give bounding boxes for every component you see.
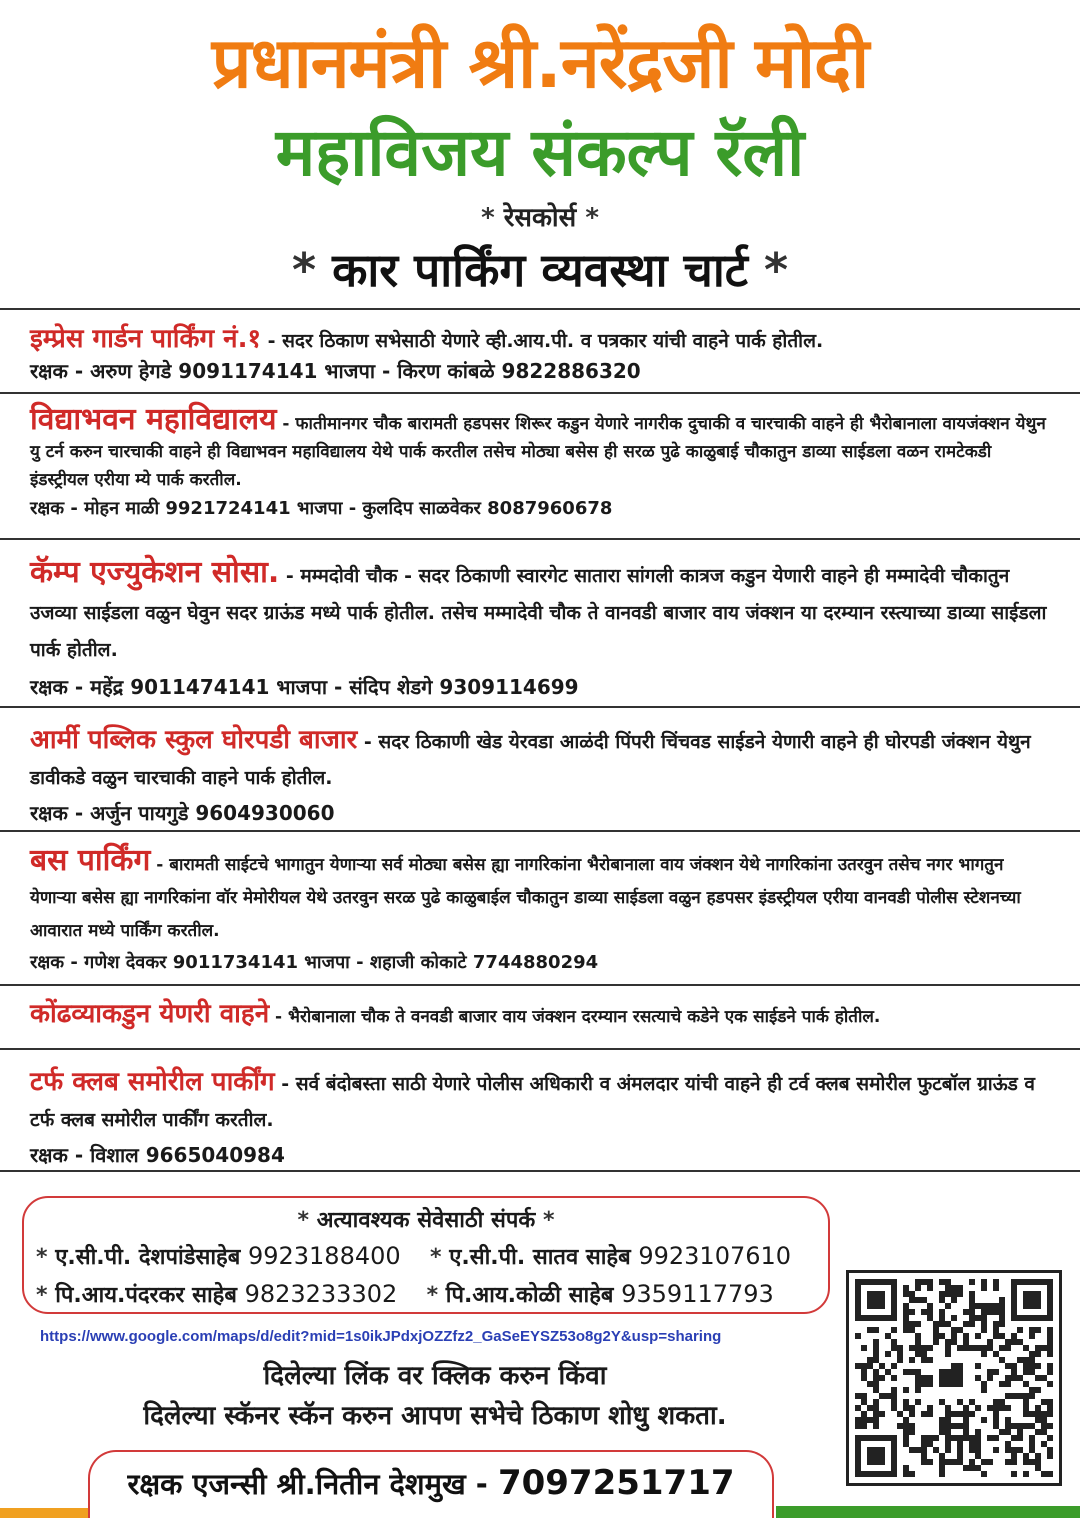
guard-line: रक्षक - अरुण हेगडे 9091174141 भाजपा - किरण कांबळे 9822886320 — [30, 359, 641, 383]
chart-title — [0, 238, 1080, 302]
emergency-contacts — [22, 1196, 830, 1314]
contact-phone[interactable]: 9823233302 — [244, 1280, 398, 1308]
parking-section-3 — [0, 538, 1080, 704]
section-text: - फातीमानगर चौक बारामती हडपसर शिरूर कडुन येणारे नागरीक दुचाकी व चारचाकी वाहने ही भैरोबानाला वायजंक्शन येथुन यु टर्न करुन चारचाकी वाहने ही विद्याभवन महाविद्यालय येथे पार्क करतील तसेच मोठ्या बसेस ही सरळ पुढे काळुबाई चौकातुन डाव्या साईडला वळन रामटेकडी इंडस्ट्रीयल एरीया म्ये पार्क करतील. — [30, 414, 1046, 490]
star-icon: * — [36, 1283, 48, 1308]
agency-label: रक्षक एजन्सी श्री.नितीन देशमुख - — [127, 1467, 488, 1501]
decorative-bar — [0, 1508, 88, 1518]
contact-name: ए.सी.पी. सातव साहेब — [449, 1245, 631, 1270]
parking-section-4 — [0, 706, 1080, 828]
rally-title: महाविजय संकल्प रॅली — [275, 114, 805, 191]
section-text: - सदर ठिकाण सभेसाठी येणारे व्ही.आय.पी. व पत्रकार यांची वाहने पार्क होतील. — [260, 330, 824, 352]
instructions — [40, 1356, 830, 1436]
decorative-bar — [776, 1506, 1080, 1518]
section-title: बस पार्किंग — [30, 843, 151, 878]
star-icon: * — [481, 203, 495, 233]
section-title: विद्याभवन महाविद्यालय — [30, 402, 277, 437]
map-link[interactable]: https://www.google.com/maps/d/edit?mid=1s0ikJPdxjOZZfz2_GaSeEYSZ53o8g2Y&usp=sharing — [40, 1328, 722, 1345]
parking-section-5 — [0, 830, 1080, 982]
parking-section-2 — [0, 392, 1080, 538]
chart-title-text: कार पार्किंग व्यवस्था चार्ट — [332, 243, 748, 297]
venue-line — [0, 200, 1080, 236]
section-title: कॅम्प एज्युकेशन सोसा. — [30, 555, 280, 590]
star-icon: * — [426, 1283, 439, 1308]
section-text: - मम्मदोवी चौक - सदर ठिकाणी स्वारगेट सातारा सांगली कात्रज कडुन येणारी वाहने ही मम्मादेवी चौकातुन उजव्या साईडला वळुन घेवुन सदर ग्राऊंड मध्ये पार्क होतील. तसेच मम्मादेवी चौक ते वानवडी बाजार वाय जंक्शन या दरम्यान रस्त्याच्या डाव्या साईडला पार्क होतील. — [30, 565, 1047, 661]
contact-name: पि.आय.कोळी साहेब — [445, 1283, 614, 1308]
section-title: इम्प्रेस गार्डन पार्किंग नं.१ — [30, 324, 261, 354]
star-icon: * — [36, 1245, 48, 1270]
star-icon: * — [763, 243, 789, 297]
contact-name: पि.आय.पंदरकर साहेब — [55, 1283, 237, 1308]
section-title: आर्मी पब्लिक स्कुल घोरपडी बाजार — [30, 725, 358, 755]
star-icon: * — [291, 243, 317, 297]
contact-name: ए.सी.पी. देशपांडेसाहेब — [55, 1245, 241, 1270]
guard-line: रक्षक - अर्जुन पायगुडे 9604930060 — [30, 801, 335, 825]
venue-text: रेसकोर्स — [503, 203, 577, 233]
star-icon: * — [585, 203, 599, 233]
parking-section-1 — [0, 308, 1080, 390]
instructions-line-2: दिलेल्या स्कॅनर स्कॅन करुन आपण सभेचे ठिकाण शोधु शकता. — [143, 1401, 727, 1431]
section-text: - बारामती साईटचे भागातुन येणाऱ्या सर्व मोठ्या बसेस ह्या नागरिकांना भैरोबानाला वाय जंक्शन येथे नागरिकांना उतरवुन तसेच नगर भागतुन येणाऱ्या बसेस ह्या नागरिकांना वॉर मेमोरीयल येथे उतरवुन सरळ पुढे काळुबाईल चौकातुन डाव्या साईडला वळुन हडपसर इंडस्ट्रीयल एरीया वानवडी पोलीस स्टेशनच्या आवारात मध्ये पार्किंग करतील. — [30, 855, 1021, 941]
parking-section-6 — [0, 984, 1080, 1046]
section-text: - भैरोबानाला चौक ते वनवडी बाजार वाय जंक्शन दरम्यान रसत्याचे कडेने एक साईडने पार्क होतील. — [269, 1007, 881, 1027]
star-icon: * — [542, 1208, 555, 1233]
qr-code-graphic — [849, 1273, 1059, 1483]
instructions-line-1: दिलेल्या लिंक वर क्लिक करुन किंवा — [263, 1361, 607, 1391]
divider — [0, 1170, 1080, 1172]
star-icon: * — [430, 1245, 442, 1270]
security-agency — [88, 1450, 774, 1518]
contacts-title — [36, 1204, 816, 1238]
contact-phone[interactable]: 9923107610 — [638, 1242, 792, 1270]
agency-phone[interactable]: 7097251717 — [497, 1463, 735, 1503]
qr-code-icon[interactable] — [846, 1270, 1062, 1486]
contacts-title-text: अत्यावश्यक सेवेसाठी संपर्क — [316, 1208, 536, 1233]
guard-line: रक्षक - महेंद्र 9011474141 भाजपा - संदिप शेडगे 9309114699 — [30, 675, 579, 699]
contact-phone[interactable]: 9923188400 — [247, 1242, 401, 1270]
parking-section-7 — [0, 1048, 1080, 1170]
star-icon: * — [297, 1208, 310, 1233]
section-title: टर्फ क्लब समोरील पार्कींग — [30, 1067, 275, 1097]
contact-row — [36, 1276, 816, 1314]
main-title: प्रधानमंत्री श्री.नरेंद्रजी मोदी — [211, 22, 869, 104]
guard-line: रक्षक - विशाल 9665040984 — [30, 1143, 285, 1167]
section-text: - सर्व बंदोबस्ता साठी येणारे पोलीस अधिकारी व अंमलदार यांची वाहने ही टर्व क्लब समोरील फुटबॉल ग्राऊंड व टर्फ क्लब समोरील पार्कींग करतील. — [30, 1073, 1035, 1131]
contact-phone[interactable]: 9359117793 — [621, 1280, 774, 1308]
section-title: कोंढव्याकडुन येणरी वाहने — [30, 999, 270, 1029]
guard-line: रक्षक - गणेश देवकर 9011734141 भाजपा - शहाजी कोकाटे 7744880294 — [30, 952, 599, 973]
guard-line: रक्षक - मोहन माळी 9921724141 भाजपा - कुलदिप साळवेकर 8087960678 — [30, 498, 613, 519]
section-text: - सदर ठिकाणी खेड येरवडा आळंदी पिंपरी चिंचवड साईडने येणारी वाहने ही घोरपडी जंक्शन येथुन डावीकडे वळुन चारचाकी वाहने पार्क होतील. — [30, 731, 1031, 789]
contact-row — [36, 1238, 816, 1276]
